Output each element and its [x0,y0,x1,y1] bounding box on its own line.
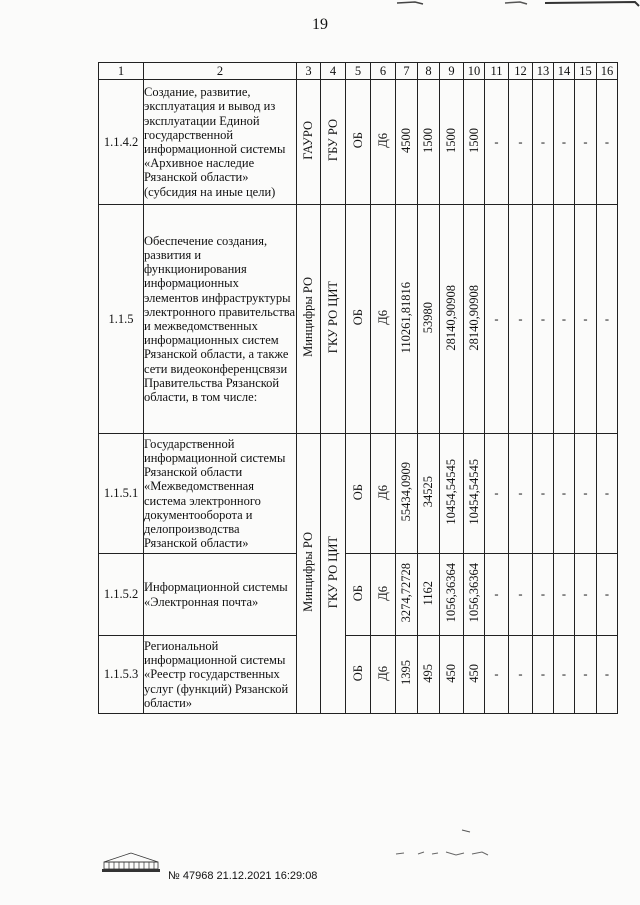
table-row [99,205,618,434]
empty-value-cell: - [554,80,575,205]
year-value-cell: 1500 [464,80,485,205]
empty-value-cell: - [575,554,597,636]
year-value-cell: 10454,54545 [440,434,464,554]
empty-value-cell: - [509,434,533,554]
empty-value-cell: - [575,80,597,205]
empty-value-cell: - [597,434,618,554]
row-name: Государственной информационной системы Рязанской области «Межведомственная система электронного документооборота и делопроизводства Рязанской области» [144,434,297,554]
year-value-cell: 53980 [418,205,440,434]
empty-value-cell: - [554,554,575,636]
empty-value-cell: - [554,636,575,714]
row-number: 1.1.5.1 [99,434,144,554]
year-value-cell: 1500 [418,80,440,205]
empty-value-cell: - [533,636,554,714]
empty-value-cell: - [597,80,618,205]
row-name: Обеспечение создания, развития и функционирования информационных элементов инфраструктуры электронного правительства и межведомственных информационных систем Рязанской области, а также сети видеоконференцсвязи Правительства Рязанской области, в том числе: [144,205,297,434]
empty-value-cell: - [509,554,533,636]
header-cell: 7 [396,63,418,80]
header-cell: 10 [464,63,485,80]
program-table [98,62,618,714]
table-header-row [99,63,618,80]
year-value-cell: 10454,54545 [464,434,485,554]
registration-number: № 47968 21.12.2021 16:29:08 [168,870,318,882]
empty-value-cell: - [533,434,554,554]
executor-cell: Минцифры РО [297,434,321,714]
total-cell: 110261,81816 [396,205,418,434]
header-cell: 3 [297,63,321,80]
empty-value-cell: - [509,80,533,205]
budget-source-cell: ОБ [346,205,371,434]
budget-source-cell: ОБ [346,554,371,636]
table-row [99,554,618,636]
header-cell: 9 [440,63,464,80]
header-cell: 14 [554,63,575,80]
header-cell: 4 [321,63,346,80]
table-row [99,434,618,554]
budget-code-cell: Д6 [371,205,396,434]
participant-cell: ГКУ РО ЦИТ [321,205,346,434]
empty-value-cell: - [485,636,509,714]
header-cell: 5 [346,63,371,80]
row-number: 1.1.5.2 [99,554,144,636]
year-value-cell: 1500 [440,80,464,205]
empty-value-cell: - [554,205,575,434]
header-cell: 1 [99,63,144,80]
empty-value-cell: - [509,636,533,714]
budget-code-cell: Д6 [371,434,396,554]
header-cell: 15 [575,63,597,80]
row-number: 1.1.4.2 [99,80,144,205]
header-cell: 16 [597,63,618,80]
page-number: 19 [312,16,328,33]
budget-source-cell: ОБ [346,434,371,554]
row-number: 1.1.5.3 [99,636,144,714]
empty-value-cell: - [533,554,554,636]
empty-value-cell: - [554,434,575,554]
header-cell: 2 [144,63,297,80]
total-cell: 55434,0909 [396,434,418,554]
budget-source-cell: ОБ [346,636,371,714]
total-cell: 4500 [396,80,418,205]
empty-value-cell: - [485,554,509,636]
empty-value-cell: - [509,205,533,434]
handwritten-marks [390,826,510,862]
row-name: Региональной информационной системы «Реестр государственных услуг (функций) Рязанской области» [144,636,297,714]
total-cell: 3274,72728 [396,554,418,636]
empty-value-cell: - [485,434,509,554]
executor-cell: Минцифры РО [297,205,321,434]
header-cell: 11 [485,63,509,80]
year-value-cell: 495 [418,636,440,714]
empty-value-cell: - [575,205,597,434]
year-value-cell: 1056,36364 [440,554,464,636]
empty-value-cell: - [485,205,509,434]
empty-value-cell: - [485,80,509,205]
header-cell: 13 [533,63,554,80]
table-row [99,80,618,205]
executor-cell: ГАУРО [297,80,321,205]
empty-value-cell: - [533,205,554,434]
empty-value-cell: - [597,554,618,636]
building-stamp-icon [100,850,162,872]
budget-code-cell: Д6 [371,80,396,205]
year-value-cell: 28140,90908 [440,205,464,434]
empty-value-cell: - [597,636,618,714]
empty-value-cell: - [597,205,618,434]
row-name: Информационной системы «Электронная почта» [144,554,297,636]
table-row [99,636,618,714]
total-cell: 1395 [396,636,418,714]
empty-value-cell: - [575,434,597,554]
row-number: 1.1.5 [99,205,144,434]
header-cell: 8 [418,63,440,80]
header-cell: 6 [371,63,396,80]
budget-code-cell: Д6 [371,636,396,714]
empty-value-cell: - [533,80,554,205]
participant-cell: ГКУ РО ЦИТ [321,434,346,714]
empty-value-cell: - [575,636,597,714]
year-value-cell: 1162 [418,554,440,636]
year-value-cell: 28140,90908 [464,205,485,434]
budget-code-cell: Д6 [371,554,396,636]
budget-source-cell: ОБ [346,80,371,205]
year-value-cell: 450 [440,636,464,714]
header-cell: 12 [509,63,533,80]
year-value-cell: 34525 [418,434,440,554]
row-name: Создание, развитие, эксплуатация и вывод из эксплуатации Единой государственной информационной системы «Архивное наследие Рязанской области» (субсидия на иные цели) [144,80,297,205]
scan-artifact [395,0,640,8]
participant-cell: ГБУ РО [321,80,346,205]
year-value-cell: 1056,36364 [464,554,485,636]
year-value-cell: 450 [464,636,485,714]
